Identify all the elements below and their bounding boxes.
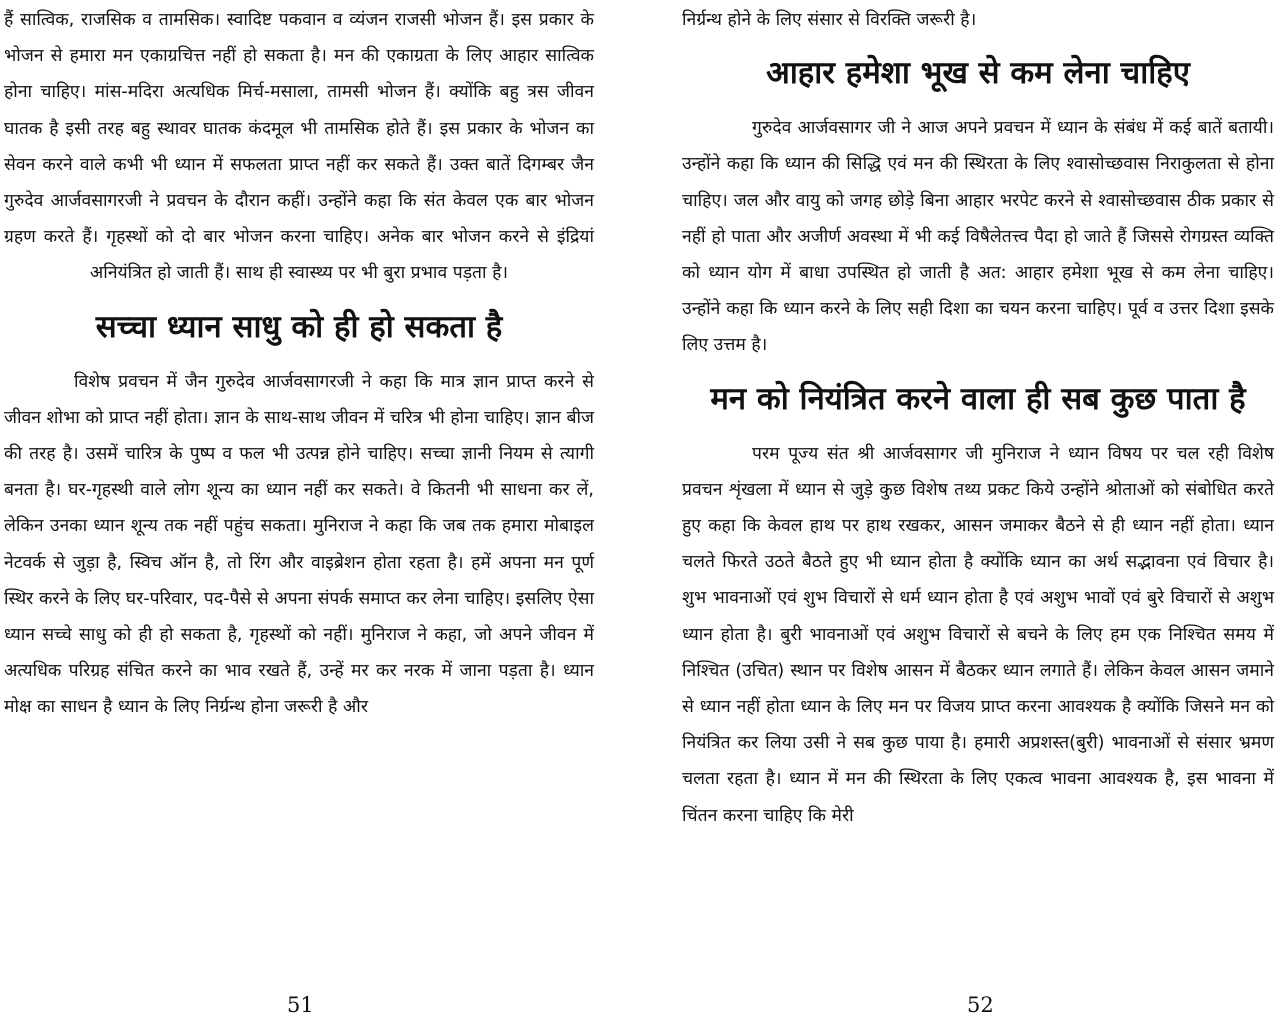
right-intro-line: निर्ग्रन्थ होने के लिए संसार से विरक्ति जरूरी है। [682, 10, 977, 30]
left-body-paragraph: विशेष प्रवचन में जैन गुरुदेव आर्जवसागरजी ने कहा कि मात्र ज्ञान प्राप्त करने से जीवन शोभा को प्राप्त नहीं होता। ज्ञान के साथ-साथ जीवन में चरित्र भी होना चाहिए। ज्ञान बीज की तरह है। उसमें चारित्र के पुष्प व फल भी उत्पन्न होने चाहिए। सच्चा ज्ञानी नियम से त्यागी बनता है। घर-गृहस्थी वाले लोग शून्य का ध्यान नहीं कर सकते। वे कितनी भी साधना कर लें, लेकिन उनका ध्यान शून्य तक नहीं पहुंच सकता। मुनिराज ने कहा कि जब तक हमारा मोबाइल नेटवर्क से जुड़ा है, स्विच ऑन है, तो रिंग और वाइब्रेशन होता रहता है। हमें अपना मन पूर्ण स्थिर करने के लिए घर-परिवार, पद-पैसे से अपना संपर्क समाप्त कर लेना चाहिए। इसलिए ऐसा ध्यान सच्चे साधु को ही हो सकता है, गृहस्थों को नहीं। मुनिराज ने कहा, जो अपने जीवन में अत्यधिक परिग्रह संचित करने का भाव रखते हैं, उन्हें मर कर नरक में जाना पड़ता है। ध्यान मोक्ष का साधन है ध्यान के लिए निर्ग्रन्थ होना जरूरी है और [4, 371, 594, 718]
page-number-left: 51 [287, 993, 314, 1017]
right-paragraph-1: गुरुदेव आर्जवसागर जी ने आज अपने प्रवचन में ध्यान के संबंध में कई बातें बतायी। उन्होंने कहा कि ध्यान की सिद्धि एवं मन की स्थिरता के लिए श्वासोच्छवास निराकुलता से होना चाहिए। जल और वायु को जगह छोड़े बिना आहार भरपेट करने से श्वासोच्छवास ठीक प्रकार से नहीं हो पाता और अजीर्ण अवस्था में भी कई विषैलेतत्त्व पैदा हो जाते हैं जिससे रोगग्रस्त व्यक्ति को ध्यान योग में बाधा उपस्थित हो जाती है अत: आहार हमेशा भूख से कम लेना चाहिए। उन्होंने कहा कि ध्यान करने के लिए सही दिशा का चयन करना चाहिए। पूर्व व उत्तर दिशा इसके लिए उत्तम है। [682, 118, 1274, 356]
right-paragraph-2: परम पूज्य संत श्री आर्जवसागर जी मुनिराज ने ध्यान विषय पर चल रही विशेष प्रवचन शृंखला में ध्यान से जुड़े कुछ विशेष तथ्य प्रकट किये उन्होंने श्रोताओं को संबोधित करते हुए कहा कि केवल हाथ पर हाथ रखकर, आसन जमाकर बैठने से ही ध्यान नहीं होता। ध्यान चलते फिरते उठते बैठते हुए भी ध्यान होता है क्योंकि ध्यान का अर्थ सद्भावना एवं विचार है। शुभ भावनाओं एवं शुभ विचारों से धर्म ध्यान होता है एवं अशुभ भावों एवं बुरे विचारों से अशुभ ध्यान होता है। बुरी भावनाओं एवं अशुभ विचारों से बचने के लिए हम एक निश्चित समय में निश्चित (उचित) स्थान पर विशेष आसन में बैठकर ध्यान लगाते हैं। लेकिन केवल आसन जमाने से ध्यान नहीं होता ध्यान के लिए मन पर विजय प्राप्त करना आवश्यक है क्योंकि जिसने मन को नियंत्रित कर लिया उसी ने सब कुछ पाया है। हमारी अप्रशस्त(बुरी) भावनाओं से संसार भ्रमण चलता रहता है। ध्यान में मन की स्थिरता के लिए एकत्व भावना आवश्यक है, इस भावना में चिंतन करना चाहिए कि मेरी [682, 443, 1274, 826]
left-page [0, 0, 600, 1018]
right-section-heading-2: मन को नियंत्रित करने वाला ही सब कुछ पाता है [710, 380, 1246, 417]
right-section-heading-1: आहार हमेशा भूख से कम लेना चाहिए [766, 55, 1190, 92]
page-number-right: 52 [967, 993, 994, 1017]
left-intro-paragraph: हैं सात्विक, राजसिक व तामसिक। स्वादिष्ट पकवान व व्यंजन राजसी भोजन हैं। इस प्रकार के भोजन से हमारा मन एकाग्रचित्त नहीं हो सकता है। मन की एकाग्रता के लिए आहार सात्विक होना चाहिए। मांस-मदिरा अत्यधिक मिर्च-मसाला, तामसी भोजन हैं। क्योंकि बहु त्रस जीवन घातक है इसी तरह बहु स्थावर घातक कंदमूल भी तामसिक होते हैं। इस प्रकार के भोजन का सेवन करने वाले कभी भी ध्यान में सफलता प्राप्त नहीं कर सकते हैं। उक्त बातें दिगम्बर जैन गुरुदेव आर्जवसागरजी ने प्रवचन के दौरान कहीं। उन्होंने कहा कि संत केवल एक बार भोजन ग्रहण करते हैं। गृहस्थों को दो बार भोजन करना चाहिए। अनेक बार भोजन करने से इंद्रियां अनियंत्रित हो जाती हैं। साथ ही स्वास्थ्य पर भी बुरा प्रभाव पड़ता है। [4, 10, 594, 284]
left-section-heading: सच्चा ध्यान साधु को ही हो सकता है [95, 308, 503, 345]
right-page [678, 0, 1276, 1018]
